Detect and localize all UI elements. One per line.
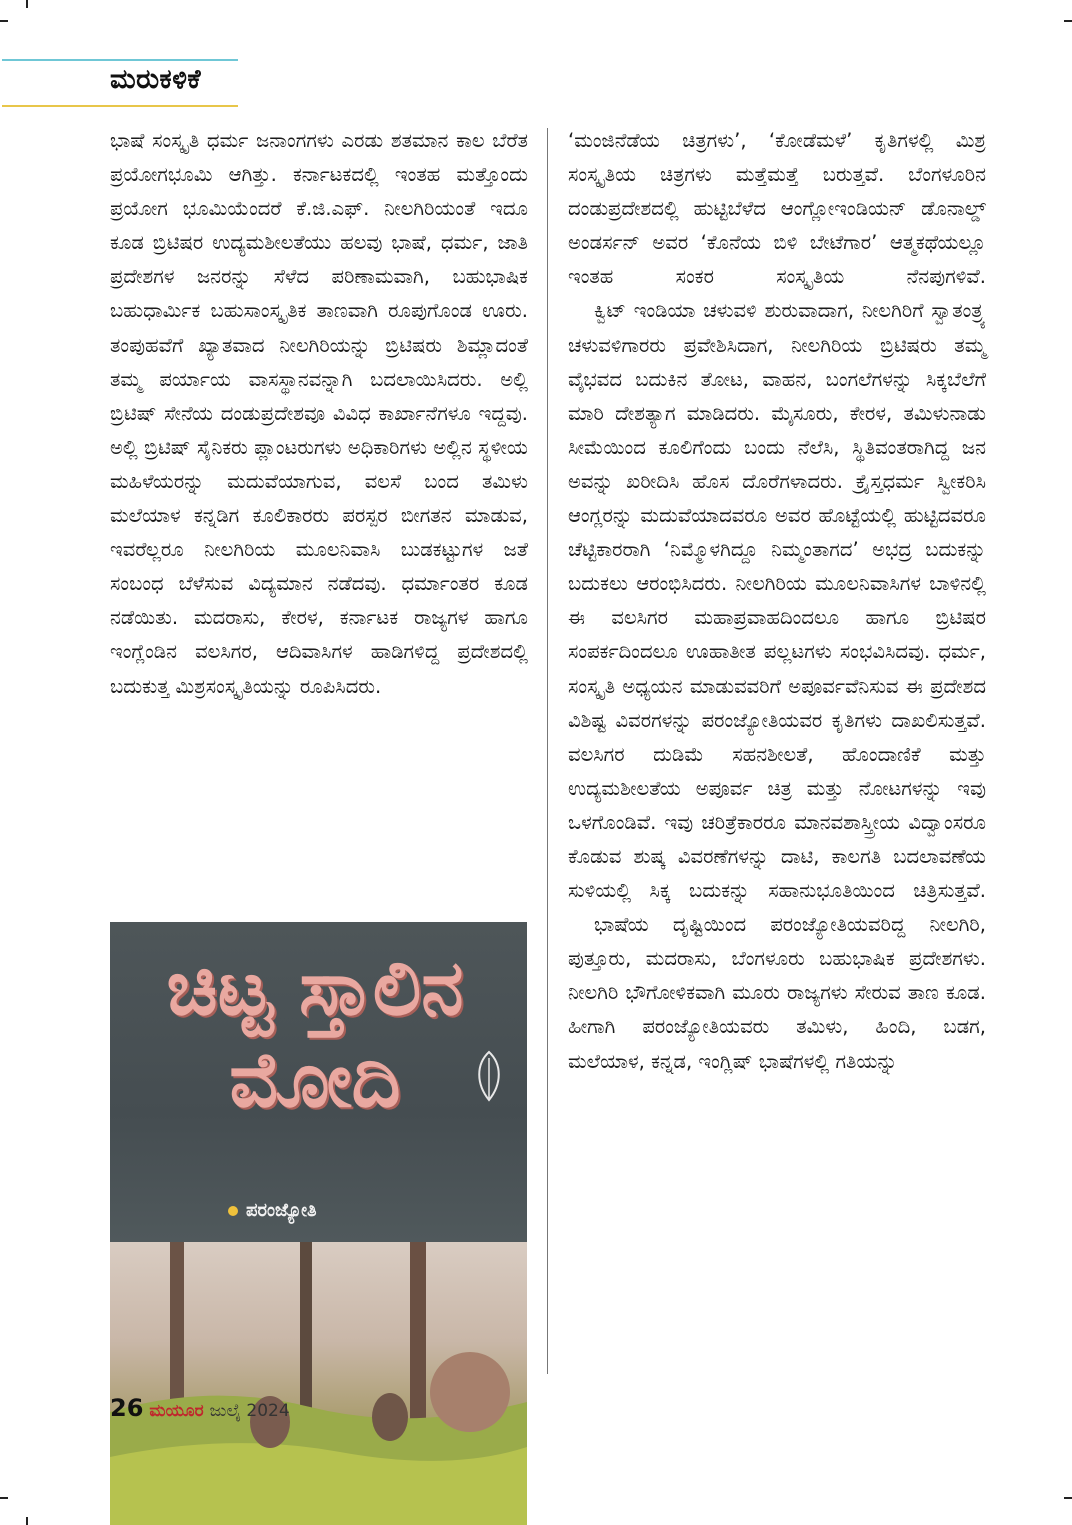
leaf-icon: [472, 1050, 506, 1102]
crop-mark: [26, 0, 28, 8]
right-column: [568, 124, 986, 1079]
header-rule-top: [2, 59, 238, 61]
crop-mark: [1064, 20, 1072, 22]
cover-author: [228, 1200, 317, 1221]
left-column: [110, 124, 528, 704]
page-footer: [110, 1394, 290, 1422]
page-number: 26: [110, 1394, 144, 1422]
column-divider: [547, 128, 548, 1374]
crop-mark: [26, 1517, 28, 1525]
paragraph: ‘ಮಂಜಿನೆಡೆಯ ಚಿತ್ರಗಳು’, ‘ಕೋಡೆಮಳೆ’ ಕೃತಿಗಳಲ್ಲಿ ಮಿಶ್ರ ಸಂಸ್ಕೃತಿಯ ಚಿತ್ರಗಳು ಮತ್ತೆಮತ್ತೆ ಬರುತ್ತವೆ. ಬೆಂಗಳೂರಿನ ದಂಡುಪ್ರದೇಶದಲ್ಲಿ ಹುಟ್ಟಿಬೆಳೆದ ಆಂಗ್ಲೋಇಂಡಿಯನ್ ಡೊನಾಲ್ಡ್ ಅಂಡರ್ಸನ್ ಅವರ ‘ಕೊನೆಯ ಬಿಳಿ ಬೇಟೆಗಾರ’ ಆತ್ಮಕಥೆಯಲ್ಲೂ ಇಂತಹ ಸಂಕರ ಸಂಸ್ಕೃತಿಯ ನೆನಪುಗಳಿವೆ.: [568, 129, 986, 289]
header-rule-bottom: [2, 105, 238, 107]
section-title: ಮರುಕಳಿಕೆ: [110, 64, 202, 95]
bullet-icon: [228, 1206, 238, 1216]
paragraph: ಭಾಷೆ ಸಂಸ್ಕೃತಿ ಧರ್ಮ ಜನಾಂಗಗಳು ಎರಡು ಶತಮಾನ ಕಾಲ ಬೆರೆತ ಪ್ರಯೋಗಭೂಮಿ ಆಗಿತ್ತು. ಕರ್ನಾಟಕದಲ್ಲಿ ಇಂತಹ ಮತ್ತೊಂದು ಪ್ರಯೋಗ ಭೂಮಿಯೆಂದರೆ ಕೆ.ಜಿ.ಎಫ್. ನೀಲಗಿರಿಯಂತೆ ಇದೂ ಕೂಡ ಬ್ರಿಟಿಷರ ಉದ್ಯಮಶೀಲತೆಯು ಹಲವು ಭಾಷೆ, ಧರ್ಮ, ಜಾತಿ ಪ್ರದೇಶಗಳ ಜನರನ್ನು ಸೆಳೆದ ಪರಿಣಾಮವಾಗಿ, ಬಹುಭಾಷಿಕ ಬಹುಧಾರ್ಮಿಕ ಬಹುಸಾಂಸ್ಕೃತಿಕ ತಾಣವಾಗಿ ರೂಪುಗೊಂಡ ಊರು. ತಂಪುಹವೆಗೆ ಖ್ಯಾತವಾದ ನೀಲಗಿರಿಯನ್ನು ಬ್ರಿಟಿಷರು ಶಿಮ್ಲಾದಂತೆ ತಮ್ಮ ಪರ್ಯಾಯ ವಾಸಸ್ಥಾನವನ್ನಾಗಿ ಬದಲಾಯಿಸಿದರು. ಅಲ್ಲಿ ಬ್ರಿಟಿಷ್ ಸೇನೆಯ ದಂಡುಪ್ರದೇಶವೂ ವಿವಿಧ ಕಾರ್ಖಾನೆಗಳೂ ಇದ್ದವು. ಅಲ್ಲಿ ಬ್ರಿಟಿಷ್ ಸೈನಿಕರು ಪ್ಲಾಂಟರುಗಳು ಅಧಿಕಾರಿಗಳು ಅಲ್ಲಿನ ಸ್ಥಳೀಯ ಮಹಿಳೆಯರನ್ನು ಮದುವೆಯಾಗುವ, ವಲಸೆ ಬಂದ ತಮಿಳು ಮಲೆಯಾಳ ಕನ್ನಡಿಗ ಕೂಲಿಕಾರರು ಪರಸ್ಪರ ಬೀಗತನ ಮಾಡುವ, ಇವರೆಲ್ಲರೂ ನೀಲಗಿರಿಯ ಮೂಲನಿವಾಸಿ ಬುಡಕಟ್ಟುಗಳ ಜತೆ ಸಂಬಂಧ ಬೆಳೆಸುವ ವಿದ್ಯಮಾನ ನಡೆದವು. ಧರ್ಮಾಂತರ ಕೂಡ ನಡೆಯಿತು. ಮದರಾಸು, ಕೇರಳ, ಕರ್ನಾಟಕ ರಾಜ್ಯಗಳ ಹಾಗೂ ಇಂಗ್ಲೆಂಡಿನ ವಲಸಿಗರ, ಆದಿವಾಸಿಗಳ ಹಾಡಿಗಳಿದ್ದ ಪ್ರದೇಶದಲ್ಲಿ ಬದುಕುತ್ತ ಮಿಶ್ರಸಂಸ್ಕೃತಿಯನ್ನು ರೂಪಿಸಿದರು.: [110, 129, 528, 698]
crop-mark: [1064, 1497, 1072, 1499]
cover-title: ಚಿಟ್ಟ ಸ್ತಾಲಿನ ಮೋದಿ: [166, 943, 464, 1124]
paragraph: ಕ್ವಿಟ್ ಇಂಡಿಯಾ ಚಳುವಳಿ ಶುರುವಾದಾಗ, ನೀಲಗಿರಿಗೆ ಸ್ವಾತಂತ್ರ್ಯ ಚಳುವಳಿಗಾರರು ಪ್ರವೇಶಿಸಿದಾಗ, ನೀಲಗಿರಿಯ ಬ್ರಿಟಿಷರು ತಮ್ಮ ವೈಭವದ ಬದುಕಿನ ತೋಟ, ವಾಹನ, ಬಂಗಲೆಗಳನ್ನು ಸಿಕ್ಕಬೆಲೆಗೆ ಮಾರಿ ದೇಶತ್ಯಾಗ ಮಾಡಿದರು. ಮೈಸೂರು, ಕೇರಳ, ತಮಿಳುನಾಡು ಸೀಮೆಯಿಂದ ಕೂಲಿಗೆಂದು ಬಂದು ನೆಲೆಸಿ, ಸ್ಥಿತಿವಂತರಾಗಿದ್ದ ಜನ ಅವನ್ನು ಖರೀದಿಸಿ ಹೊಸ ದೊರೆಗಳಾದರು. ಕ್ರೈಸ್ತಧರ್ಮ ಸ್ವೀಕರಿಸಿ ಆಂಗ್ಲರನ್ನು ಮದುವೆಯಾದವರೂ ಅವರ ಹೊಟ್ಟೆಯಲ್ಲಿ ಹುಟ್ಟಿದವರೂ ಚೆಟ್ಟಿಕಾರರಾಗಿ ‘ನಿಮ್ಮೊಳಗಿದ್ದೂ ನಿಮ್ಮಂತಾಗದ’ ಅಭದ್ರ ಬದುಕನ್ನು ಬದುಕಲು ಆರಂಭಿಸಿದರು. ನೀಲಗಿರಿಯ ಮೂಲನಿವಾಸಿಗಳ ಬಾಳಿನಲ್ಲಿ ಈ ವಲಸಿಗರ ಮಹಾಪ್ರವಾಹದಿಂದಲೂ ಹಾಗೂ ಬ್ರಿಟಿಷರ ಸಂಪರ್ಕದಿಂದಲೂ ಊಹಾತೀತ ಪಲ್ಲಟಗಳು ಸಂಭವಿಸಿದವು. ಧರ್ಮ, ಸಂಸ್ಕೃತಿ ಅಧ್ಯಯನ ಮಾಡುವವರಿಗೆ ಅಪೂರ್ವವೆನಿಸುವ ಈ ಪ್ರದೇಶದ ವಿಶಿಷ್ಟ ವಿವರಗಳನ್ನು ಪರಂಜ್ಯೋತಿಯವರ ಕೃತಿಗಳು ದಾಖಲಿಸುತ್ತವೆ. ವಲಸಿಗರ ದುಡಿಮೆ ಸಹನಶೀಲತೆ, ಹೊಂದಾಣಿಕೆ ಮತ್ತು ಉದ್ಯಮಶೀಲತೆಯ ಅಪೂರ್ವ ಚಿತ್ರ ಮತ್ತು ನೋಟಗಳನ್ನು ಇವು ಒಳಗೊಂಡಿವೆ. ಇವು ಚರಿತ್ರೆಕಾರರೂ ಮಾನವಶಾಸ್ತ್ರೀಯ ವಿದ್ವಾಂಸರೂ ಕೊಡುವ ಶುಷ್ಕ ವಿವರಣೆಗಳನ್ನು ದಾಟಿ, ಕಾಲಗತಿ ಬದಲಾವಣೆಯ ಸುಳಿಯಲ್ಲಿ ಸಿಕ್ಕ ಬದುಕನ್ನು ಸಹಾನುಭೂತಿಯಿಂದ ಚಿತ್ರಿಸುತ್ತವೆ.: [568, 299, 986, 903]
magazine-name: ಮಯೂರ: [149, 1401, 204, 1421]
crop-mark: [0, 1497, 8, 1499]
author-name: ಪರಂಜ್ಯೋತಿ: [246, 1200, 317, 1221]
tea-garden-illustration: [110, 1242, 527, 1525]
book-cover-image: [110, 922, 527, 1525]
paragraph: ಭಾಷೆಯ ದೃಷ್ಟಿಯಿಂದ ಪರಂಜ್ಯೋತಿಯವರಿದ್ದ ನೀಲಗಿರಿ, ಪುತ್ತೂರು, ಮದರಾಸು, ಬೆಂಗಳೂರು ಬಹುಭಾಷಿಕ ಪ್ರದೇಶಗಳು. ನೀಲಗಿರಿ ಭೌಗೋಳಿಕವಾಗಿ ಮೂರು ರಾಜ್ಯಗಳು ಸೇರುವ ತಾಣ ಕೂಡ. ಹೀಗಾಗಿ ಪರಂಜ್ಯೋತಿಯವರು ತಮಿಳು, ಹಿಂದಿ, ಬಡಗ, ಮಲೆಯಾಳ, ಕನ್ನಡ, ಇಂಗ್ಲಿಷ್ ಭಾಷೆಗಳಲ್ಲಿ ಗತಿಯನ್ನು: [568, 913, 986, 1073]
cover-photo-tea-garden: [110, 1242, 527, 1525]
crop-mark: [0, 20, 8, 22]
issue-date: ಜುಲೈ 2024: [209, 1401, 290, 1421]
